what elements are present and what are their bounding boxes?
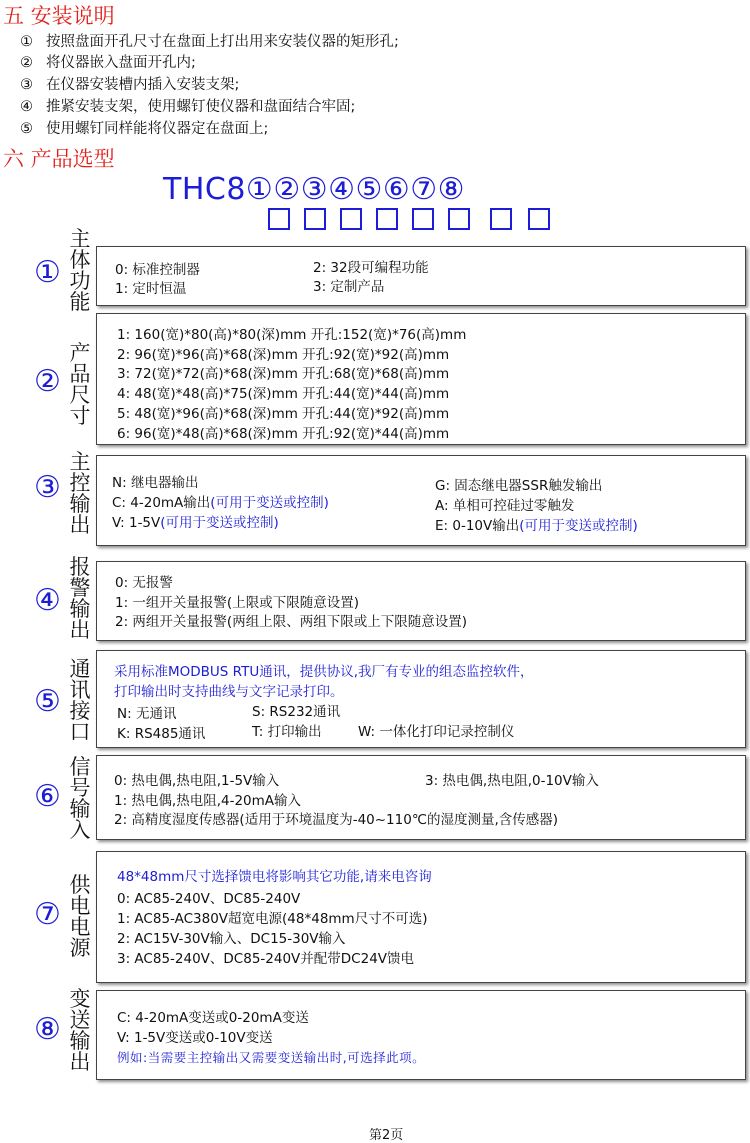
option-line: 6: 96(宽)*48(高)*68(深)mm 开孔:92(宽)*44(高)mm [117, 426, 450, 442]
section-number: ④ [34, 583, 61, 618]
option-line: 3: 72(宽)*72(高)*68(深)mm 开孔:68(宽)*68(高)mm [117, 366, 450, 382]
option-box-main-function [96, 246, 746, 306]
code-slot-box [304, 208, 326, 230]
section-number: ⑤ [34, 684, 61, 719]
option-box-power-supply [96, 851, 746, 983]
install-step: ② 将仪器嵌入盘面开孔内; [20, 55, 196, 71]
option-line: 2: AC15V-30V输入、DC15-30V输入 [117, 931, 346, 947]
option-line: G: 固态继电器SSR触发输出 [435, 478, 603, 494]
section-number: ③ [34, 470, 61, 505]
option-line: 2: 高精度湿度传感器(适用于环境温度为-40~110℃的湿度测量,含传感器) [114, 812, 559, 828]
option-line: V: 1-5V(可用于变送或控制) [112, 515, 279, 531]
option-line: 0: 热电偶,热电阻,1-5V输入 [114, 773, 280, 789]
code-slot-box [340, 208, 362, 230]
option-line: 3: 热电偶,热电阻,0-10V输入 [425, 773, 599, 789]
install-step: ④ 推紧安装支架，使用螺钉使仪器和盘面结合牢固; [20, 99, 356, 115]
option-box-product-size [96, 313, 746, 445]
install-step: ③ 在仪器安装槽内插入安装支架; [20, 77, 240, 93]
option-line: K: RS485通讯 [117, 726, 206, 742]
option-line: 5: 48(宽)*96(高)*68(深)mm 开孔:44(宽)*92(高)mm [117, 406, 450, 422]
section-label: 供 电 电 源 [69, 873, 91, 960]
option-line: 4: 48(宽)*48(高)*75(深)mm 开孔:44(宽)*44(高)mm [117, 386, 450, 402]
model-code: THC8①②③④⑤⑥⑦⑧ [163, 172, 466, 207]
option-line: N: 继电器输出 [112, 475, 199, 491]
option-line: E: 0-10V输出(可用于变送或控制) [435, 518, 638, 534]
page-number: 第2页 [369, 1128, 404, 1143]
code-slot-box [376, 208, 398, 230]
option-box-signal-input [96, 755, 746, 840]
option-line: 2: 两组开关量报警(两组上限、两组下限或上下限随意设置) [115, 614, 467, 630]
install-step: ① 按照盘面开孔尺寸在盘面上打出用来安装仪器的矩形孔; [20, 34, 399, 50]
option-line: 0: 无报警 [115, 575, 173, 591]
section-number: ① [34, 255, 61, 290]
section-label: 信 号 输 入 [69, 755, 91, 842]
selection-title: 六 产品选型 [3, 147, 115, 171]
option-line: 1: 热电偶,热电阻,4-20mA输入 [114, 793, 302, 809]
option-line: T: 打印输出 [252, 724, 322, 740]
install-step: ⑤ 使用螺钉同样能将仪器定在盘面上; [20, 121, 269, 137]
section-label: 变 送 输 出 [69, 987, 91, 1074]
code-slot-box [448, 208, 470, 230]
section-number: ② [34, 364, 61, 399]
option-line: 2: 32段可编程功能 [313, 260, 429, 276]
section-number: ⑧ [34, 1012, 61, 1047]
option-line: 3: AC85-240V、DC85-240V并配带DC24V馈电 [117, 951, 415, 967]
section-number: ⑥ [34, 779, 61, 814]
option-line: 1: 一组开关量报警(上限或下限随意设置) [115, 595, 359, 611]
option-line: N: 无通讯 [117, 706, 177, 722]
code-slot-box [490, 208, 512, 230]
section-label: 产 品 尺 寸 [69, 341, 91, 428]
option-line: 0: 标准控制器 [115, 262, 200, 278]
info-note: 采用标准MODBUS RTU通讯，提供协议,我厂有专业的组态监控软件， [114, 664, 534, 680]
section-label: 通 讯 接 口 [69, 657, 91, 744]
code-slot-box [412, 208, 434, 230]
section-number: ⑦ [34, 897, 61, 932]
option-box-main-output [96, 455, 746, 546]
option-line: A: 单相可控硅过零触发 [435, 498, 575, 514]
option-line: S: RS232通讯 [252, 704, 341, 720]
code-slot-box [268, 208, 290, 230]
option-line: W: 一体化打印记录控制仪 [358, 724, 515, 740]
option-line: 2: 96(宽)*96(高)*68(深)mm 开孔:92(宽)*92(高)mm [117, 347, 450, 363]
section-label: 报 警 输 出 [69, 555, 91, 642]
info-note: 打印输出时支持曲线与文字记录打印。 [114, 684, 344, 700]
section-label: 主 体 功 能 [69, 227, 91, 314]
info-note: 例如:当需要主控输出又需要变送输出时,可选择此项。 [117, 1050, 426, 1065]
option-line: V: 1-5V变送或0-10V变送 [117, 1030, 273, 1046]
option-line: 1: AC85-AC380V超宽电源(48*48mm尺寸不可选) [117, 911, 428, 927]
info-note: 48*48mm尺寸选择馈电将影响其它功能,请来电咨询 [117, 869, 432, 885]
option-line: 0: AC85-240V、DC85-240V [117, 891, 301, 907]
option-box-transmit-output [96, 990, 746, 1080]
section-label: 主 控 输 出 [69, 450, 91, 537]
option-line: 1: 定时恒温 [115, 281, 187, 297]
option-line: 3: 定制产品 [313, 279, 385, 295]
option-line: C: 4-20mA变送或0-20mA变送 [117, 1010, 309, 1026]
option-box-alarm-output [96, 561, 746, 641]
install-title: 五 安装说明 [3, 4, 115, 28]
option-line: C: 4-20mA输出(可用于变送或控制) [112, 495, 329, 511]
code-slot-box [528, 208, 550, 230]
option-box-communication [96, 650, 746, 748]
option-line: 1: 160(宽)*80(高)*80(深)mm 开孔:152(宽)*76(高)mm [117, 327, 467, 343]
